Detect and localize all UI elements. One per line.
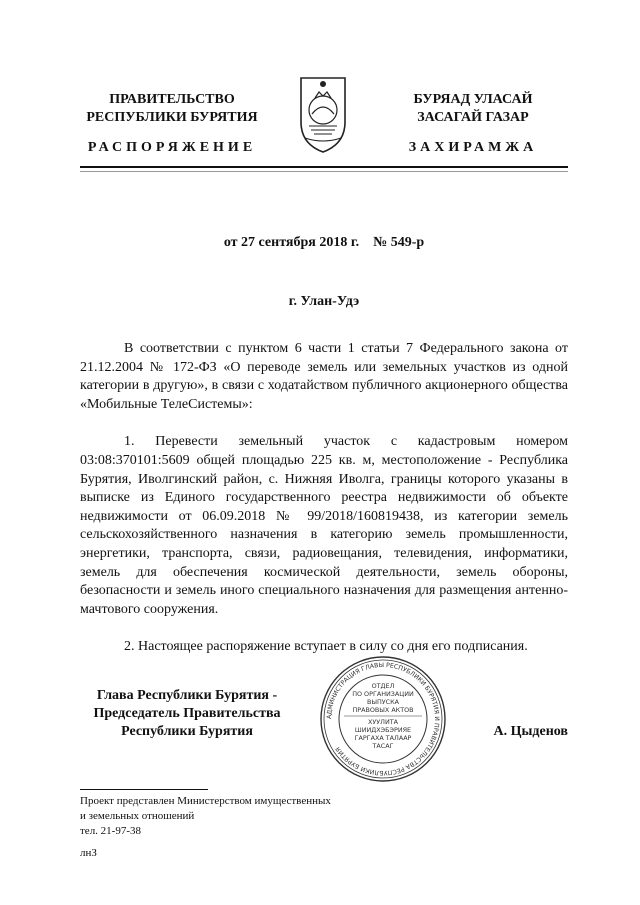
footer-line3: тел. 21-97-38 (80, 825, 142, 837)
footer-divider (80, 789, 208, 790)
header-right-line1: БУРЯАД УЛАСАЙ (413, 92, 533, 107)
footer-code: лнЗ (80, 847, 97, 859)
doc-type-left: РАСПОРЯЖЕНИЕ (87, 140, 257, 155)
header-left-line1: ПРАВИТЕЛЬСТВО (109, 92, 235, 107)
document-body (80, 340, 568, 657)
paragraph-preamble: В соответствии с пунктом 6 части 1 статьи 7 Федерального закона от 21.12.2004 № 172-ФЗ «О переводе земель или земельных участков из одной категории в другую», в связи с ходатайством публичного акционерного общества «Мобильные ТелеСистемы»: (80, 341, 568, 412)
seal-line4: ПРАВОВЫХ АКТОВ (352, 706, 414, 714)
signatory-title-line2: Председатель Правительства (93, 706, 281, 721)
seal-line7: ГАРГАХА ТАЛААР (354, 734, 412, 742)
header-left-line2: РЕСПУБЛИКИ БУРЯТИЯ (86, 110, 258, 125)
footer-line1: Проект представлен Министерством имущественных (80, 795, 331, 807)
header-left (72, 91, 272, 127)
seal-line6: ШИИДХЭБЭРИЯЕ (354, 726, 412, 734)
doc-type-right: ЗАХИРАМЖА (408, 140, 538, 155)
signatory-name: А. Цыденов (493, 724, 568, 739)
paragraph-item-1: 1. Перевести земельный участок с кадастровым номером 03:08:370101:5609 общей площадью 225 кв. м, местоположение - Республика Бурятия, Иволгинский район, с. Нижняя Иволга, границы которого указаны в выписке из Единого государственного реестра недвижимости об объекте недвижимости от 06.09.2018 № 99/2018/160819438, из категории земель сельскохозяйственного назначения в категорию земель промышленности, энергетики, транспорта, связи, радиовещания, телевидения, информатики, земель для обеспечения космической деятельности, земель обороны, безопасности и земель иного специального назначения для размещения антенно-мачтового сооружения. (80, 434, 568, 617)
official-seal-stamp (318, 654, 448, 784)
signatory-title-line1: Глава Республики Бурятия - (96, 688, 278, 703)
seal-line8: ТАСАГ (372, 742, 394, 750)
city: г. Улан-Удэ (288, 294, 360, 309)
paragraph-item-2: 2. Настоящее распоряжение вступает в силу со дня его подписания. (124, 639, 528, 655)
footer-line2: и земельных отношений (80, 810, 195, 822)
seal-line3: ВЫПУСКА (366, 698, 400, 706)
date-number: от 27 сентября 2018 г. № 549-р (223, 235, 425, 250)
header-divider-thin (80, 171, 568, 172)
seal-ring-text: АДМИНИСТРАЦИЯ ГЛАВЫ РЕСПУБЛИКИ БУРЯТИЯ И ПРАВИТЕЛЬСТВА РЕСПУБЛИКИ БУРЯТИЯ (325, 661, 441, 777)
header-right-line2: ЗАСАГАЙ ГАЗАР (417, 110, 529, 125)
header-divider (80, 166, 568, 168)
footer-note (80, 794, 480, 839)
seal-line2: ПО ОРГАНИЗАЦИИ (352, 690, 414, 698)
coat-of-arms-emblem (295, 70, 351, 156)
signatory-title-line3: Республики Бурятия (121, 724, 253, 739)
signatory-title (80, 687, 294, 741)
header-right (378, 91, 568, 127)
seal-line1: ОТДЕЛ (371, 682, 395, 690)
seal-line5: ХУУЛИТА (367, 718, 399, 726)
